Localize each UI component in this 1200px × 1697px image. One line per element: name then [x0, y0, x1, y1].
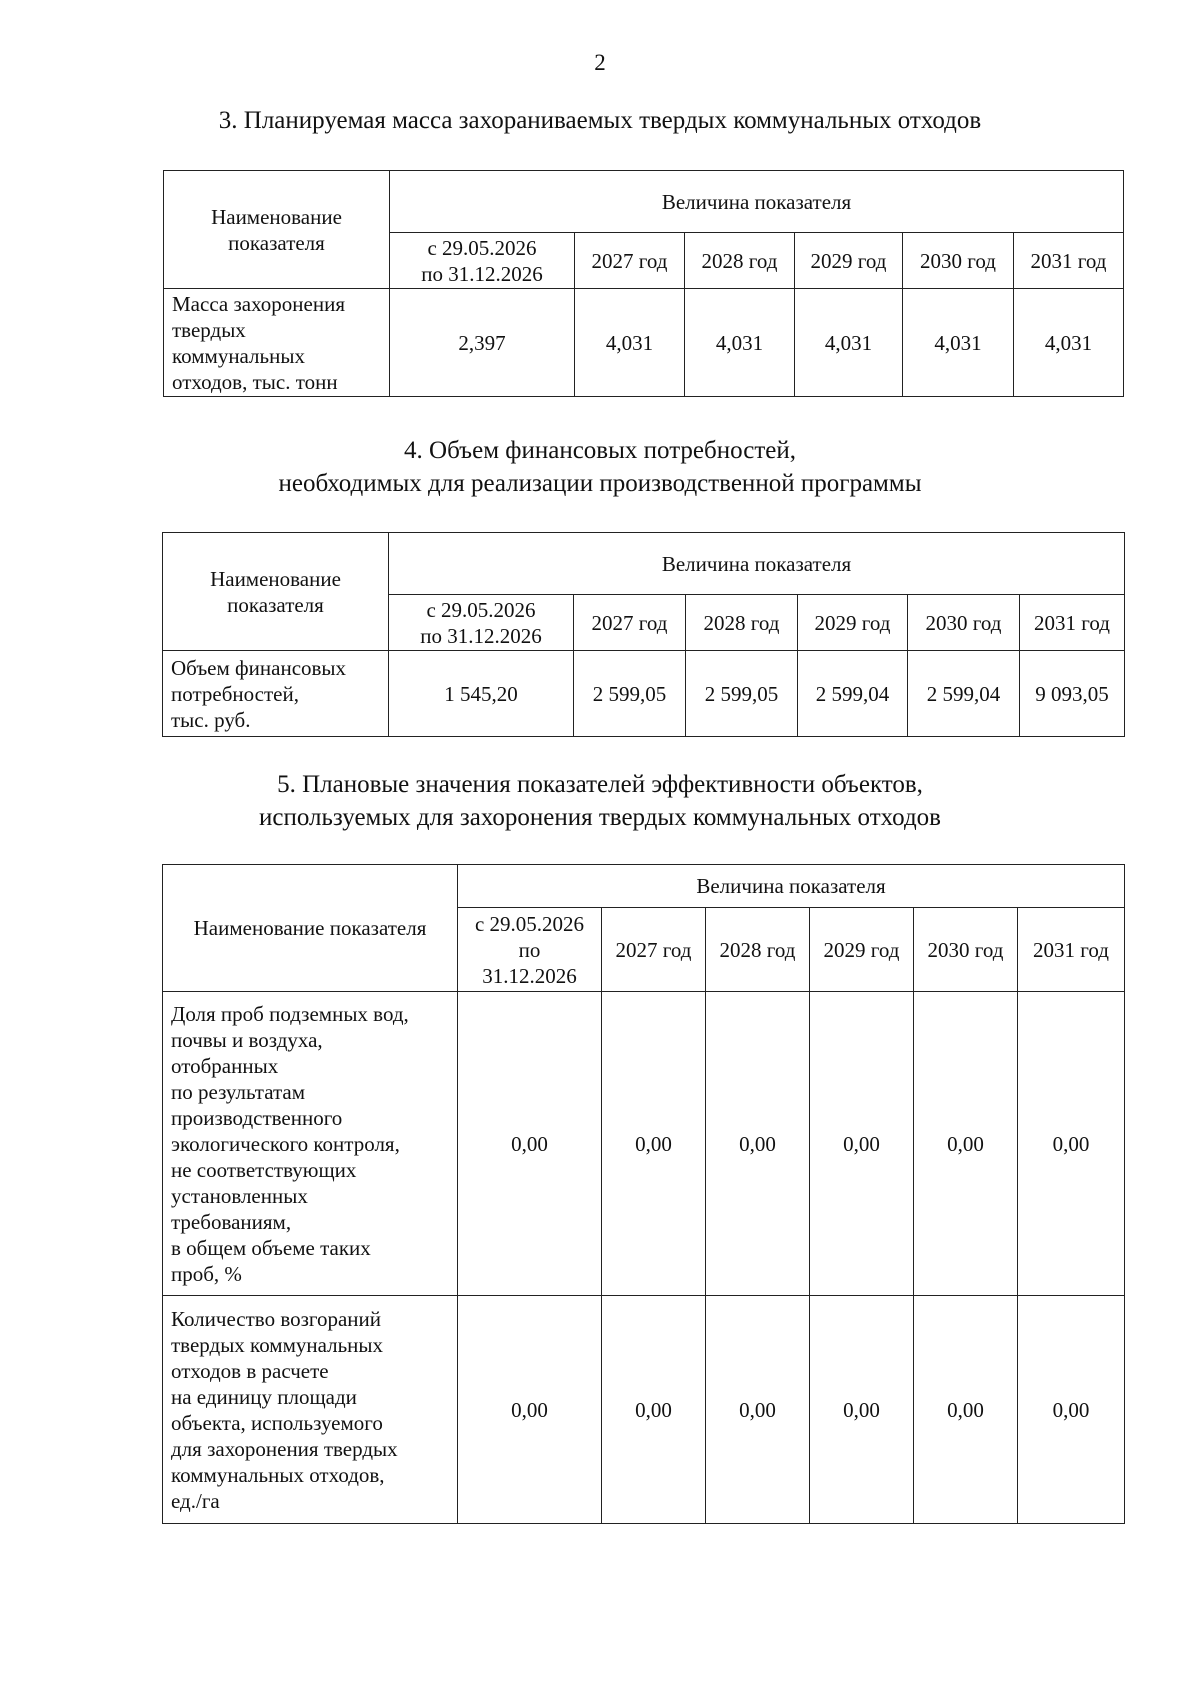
cell-value: 0,00 — [810, 992, 914, 1296]
section-4-title-line: необходимых для реализации производственной программы — [278, 470, 922, 497]
section-4-title-line: 4. Объем финансовых потребностей, — [404, 437, 796, 464]
cell-value: 9 093,05 — [1020, 651, 1125, 737]
section-4-title — [0, 434, 1200, 500]
cell-value: 0,00 — [1018, 1296, 1125, 1524]
cell-value: 0,00 — [914, 1296, 1018, 1524]
column-header: 2030 год — [914, 908, 1018, 992]
column-header: 2027 год — [575, 233, 685, 289]
mass-table — [163, 170, 1124, 397]
cell-value: 0,00 — [1018, 992, 1125, 1296]
cell-value: 2 599,05 — [686, 651, 798, 737]
column-header: 2027 год — [574, 595, 686, 651]
section-5-title-line: используемых для захоронения твердых коммунальных отходов — [259, 804, 941, 831]
cell-value: 0,00 — [602, 1296, 706, 1524]
row-name: Доля проб подземных вод, почвы и воздуха, отобранных по результатам производственного экологического контроля, не соответствующих установленных требованиям, в общем объеме таких проб, % — [163, 992, 458, 1296]
efficiency-indicators-table — [162, 864, 1125, 1524]
column-header: 2030 год — [908, 595, 1020, 651]
cell-value: 4,031 — [1014, 289, 1124, 397]
column-header: 2030 год — [903, 233, 1014, 289]
cell-value: 2 599,05 — [574, 651, 686, 737]
table-row — [163, 1296, 1125, 1524]
cell-value: 4,031 — [795, 289, 903, 397]
column-header: с 29.05.2026 по 31.12.2026 — [458, 908, 602, 992]
financial-needs-table — [162, 532, 1125, 737]
cell-value: 4,031 — [903, 289, 1014, 397]
value-header: Величина показателя — [458, 865, 1125, 908]
cell-value: 0,00 — [706, 1296, 810, 1524]
table-row — [164, 289, 1124, 397]
cell-value: 0,00 — [602, 992, 706, 1296]
column-header: 2029 год — [810, 908, 914, 992]
page-number: 2 — [594, 50, 606, 75]
cell-value: 1 545,20 — [389, 651, 574, 737]
column-header: 2031 год — [1018, 908, 1125, 992]
cell-value: 4,031 — [575, 289, 685, 397]
column-header: 2031 год — [1014, 233, 1124, 289]
row-name: Объем финансовых потребностей, тыс. руб. — [163, 651, 389, 737]
column-header: с 29.05.2026 по 31.12.2026 — [390, 233, 575, 289]
name-header: Наименование показателя — [163, 865, 458, 992]
section-3-title-line: 3. Планируемая масса захораниваемых твердых коммунальных отходов — [218, 107, 982, 134]
section-3-title — [0, 104, 1200, 137]
name-header: Наименование показателя — [164, 171, 390, 289]
cell-value: 4,031 — [685, 289, 795, 397]
column-header: 2028 год — [706, 908, 810, 992]
cell-value: 0,00 — [914, 992, 1018, 1296]
cell-value: 0,00 — [458, 992, 602, 1296]
column-header: 2027 год — [602, 908, 706, 992]
section-5-title — [0, 768, 1200, 834]
value-header: Величина показателя — [390, 171, 1124, 233]
cell-value: 2 599,04 — [908, 651, 1020, 737]
row-name: Масса захоронения твердых коммунальных отходов, тыс. тонн — [164, 289, 390, 397]
cell-value: 0,00 — [810, 1296, 914, 1524]
row-name: Количество возгораний твердых коммунальных отходов в расчете на единицу площади объекта, используемого для захоронения твердых коммунальных отходов, ед./га — [163, 1296, 458, 1524]
cell-value: 0,00 — [706, 992, 810, 1296]
value-header: Величина показателя — [389, 533, 1125, 595]
table-row — [163, 651, 1125, 737]
cell-value: 2 599,04 — [798, 651, 908, 737]
table-row — [163, 992, 1125, 1296]
name-header: Наименование показателя — [163, 533, 389, 651]
column-header: 2028 год — [686, 595, 798, 651]
column-header: 2031 год — [1020, 595, 1125, 651]
cell-value: 2,397 — [390, 289, 575, 397]
cell-value: 0,00 — [458, 1296, 602, 1524]
column-header: 2028 год — [685, 233, 795, 289]
section-5-title-line: 5. Плановые значения показателей эффективности объектов, — [277, 771, 923, 798]
column-header: с 29.05.2026 по 31.12.2026 — [389, 595, 574, 651]
column-header: 2029 год — [795, 233, 903, 289]
column-header: 2029 год — [798, 595, 908, 651]
